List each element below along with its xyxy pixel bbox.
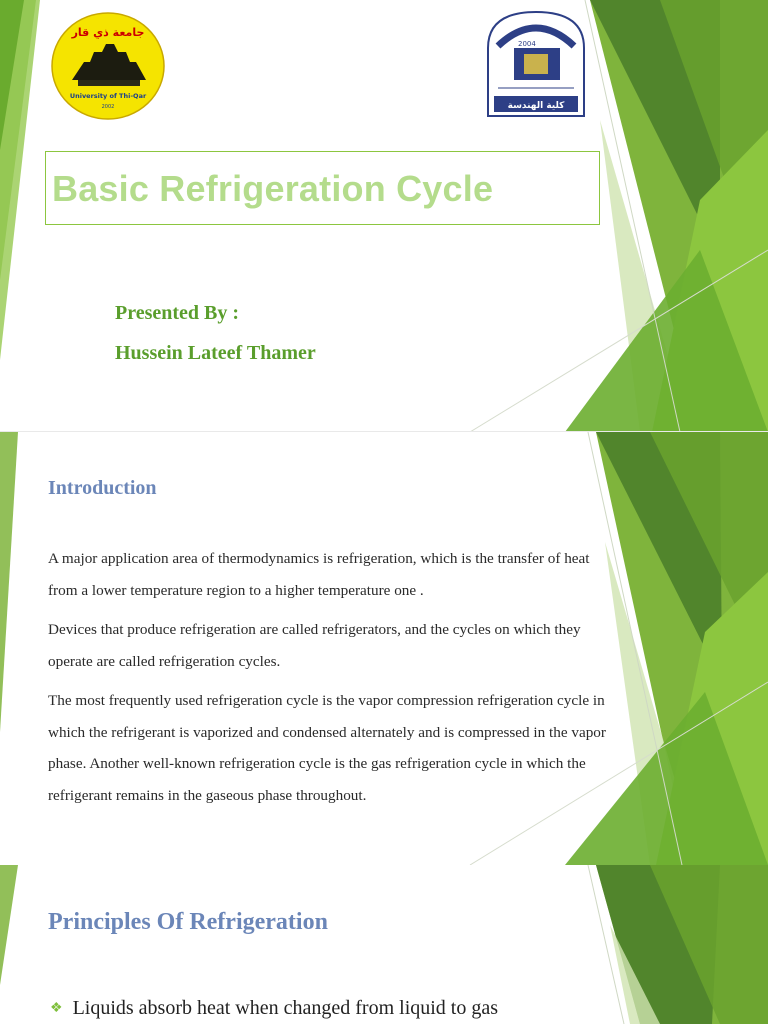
slide-title: [0, 0, 768, 432]
intro-paragraph: The most frequently used refrigeration cycle is the vapor compression refrigeration cycle in which the refrigerant is vaporized and condensed alternately and is compressed in the vapor phase. Another well-known refrigeration cycle is the gas refrigeration cycle in which the refrigerant remains in the gaseous phase throughout.: [48, 692, 606, 804]
diamond-bullet-icon: ❖: [50, 1001, 63, 1016]
svg-text:2002: 2002: [101, 104, 115, 110]
svg-text:2004: 2004: [518, 40, 536, 48]
college-of-engineering-logo: [484, 8, 588, 120]
svg-text:كلية الهندسة: كلية الهندسة: [507, 101, 565, 111]
principles-heading: Principles Of Refrigeration: [48, 909, 328, 935]
slide-principles: [0, 865, 768, 1024]
intro-paragraph: Devices that produce refrigeration are called refrigerators, and the cycles on which they operate are called refrigeration cycles.: [48, 621, 581, 670]
title-frame: [45, 151, 600, 225]
presented-by-label: Presented By :: [115, 302, 240, 324]
slide-introduction: [0, 432, 768, 865]
svg-text:University of Thi-Qar: University of Thi-Qar: [69, 92, 147, 100]
intro-paragraph: A major application area of thermodynamics is refrigeration, which is the transfer of heat from a lower temperature region to a higher temperature one .: [48, 550, 590, 599]
bullet-text: Liquids absorb heat when changed from liquid to gas: [72, 997, 499, 1019]
introduction-heading: Introduction: [48, 477, 157, 499]
svg-text:جامعة ذي قار: جامعة ذي قار: [71, 26, 145, 39]
presentation-title: Basic Refrigeration Cycle: [52, 168, 494, 209]
university-thi-qar-logo: [50, 12, 166, 120]
presenter-name: Hussein Lateef Thamer: [115, 342, 316, 364]
bullet-item: [50, 997, 498, 1020]
